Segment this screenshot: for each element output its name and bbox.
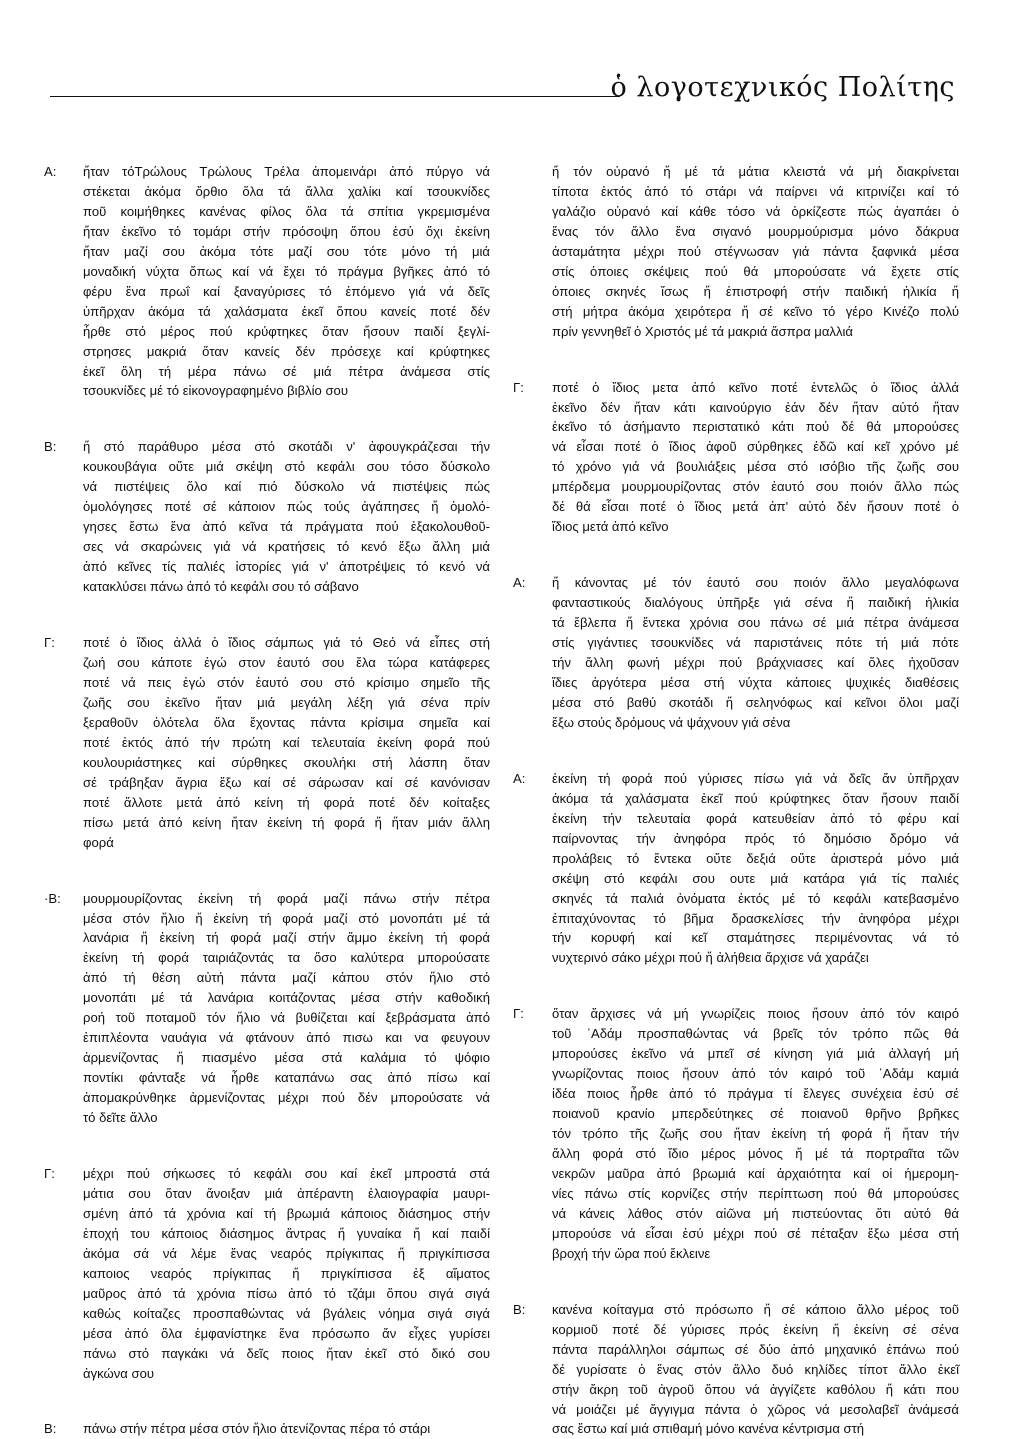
text-line: ἐπιταχύνοντας τό βῆμα δρασκελίσες τήν ἀνηφόρα μέχρι [552, 910, 959, 926]
speaker-label: ·Β: [44, 890, 61, 906]
speaker-label: Α: [44, 164, 57, 179]
text-line: ξεραθοῦν ὁλότελα ὅλα ἔχοντας πάντα κρίσιμα σημεῖα καί [83, 714, 490, 730]
speaker-label: Β: [513, 1301, 526, 1317]
text-line: σέ τράβηξαν ἄγρια ἔξω καί σέ σάρωσαν καί σέ κανόνισαν [83, 774, 490, 790]
dialogue-paragraph [513, 1300, 959, 1439]
text-line: προλάβεις τό ἔντεκα οὔτε δεξιά οὔτε ἀριστερά μόνο μιά [552, 850, 959, 866]
text-line: κουλουριάστηκες καί σύρθηκες σκουλήκι στή λάσπη ὅταν [83, 754, 490, 770]
text-line: κανένα κοίταγμα στό πρόσωπο ἤ σέ κάποιο ἄλλο μέρος τοῦ [552, 1301, 959, 1317]
text-line: ἐπιπλέοντα ναυάγια νά φτάνουν ἀπό πισω και να φευγουν [83, 1030, 490, 1046]
text-line: ροή τοῦ ποταμοῦ τόν ἥλιο νά βυθίζεται καί ξεβράσματα ἀπό [83, 1010, 490, 1026]
text-line: μάτια σου ὅταν ἄνοιξαν μιά ἀπέραντη ἐλαιογραφία μαυρι- [83, 1185, 490, 1201]
text-line: νά εἶσαι ποτέ ὁ ἴδιος ἀφοῦ σύρθηκες ἐδῶ καί κεῖ χρόνο μέ [552, 439, 959, 455]
text-line: ὅταν ἄρχισες νά μή γνωρίζεις ποιος ἤσουν ἀπό τόν καιρό [552, 1006, 959, 1022]
text-line: τσουκνίδες μέ τό εἰκονογραφημένο βιβλίο σου [83, 383, 349, 399]
text-line: ἐκείνη τήν τελευταία φορά κατευθείαν ἀπό τό φέρυ καί [552, 810, 959, 826]
text-line: τά ἔβλεπα ἤ ἔντεκα χρόνια σου πάνω σέ μιά πέτρα ἀνάμεσα [552, 615, 959, 631]
magazine-title: ὁ λογοτεχνικός Πολίτης [610, 72, 955, 103]
text-line: ἐκεῖνο τό ἀσήμαντο περιστατικό κάτι πού δέ θά μπορούσες [552, 419, 959, 435]
text-line: γαλάζιο οὐρανό καί κάθε τόσο νά ὁρκίζεστε πώς ἀγαπάει ὁ [552, 203, 959, 219]
text-line: σμένη ἀπό τά χρόνια καί τή βρωμιά κάποιος διάσημος στήν [83, 1205, 490, 1221]
text-line: ἐκεῖνο δέν ἤταν κάτι καινούργιο ἐάν δέν ἤταν αὐτό ἤταν [552, 399, 959, 415]
speaker-label: Α: [513, 575, 526, 591]
speaker-label: Γ: [44, 635, 55, 651]
paragraph-gap [513, 342, 959, 378]
text-line: μπορούσες ἐκεῖνο νά μπεῖ σέ κίνηση γιά μιά ἀλλαγή μή [552, 1046, 959, 1062]
text-line: ἕνας τόν ἄλλο ἕνα σιγανό μουρμούρισμα μόνο δάκρυα [552, 223, 959, 239]
text-line: μουρμουρίζοντας ἐκείνη τή φορά μαζί πάνω στήν πέτρα [83, 890, 490, 906]
dialogue-paragraph [513, 378, 959, 538]
text-line: τό δεῖτε ἄλλο [83, 1110, 158, 1126]
text-line: νυχτερινό σάκο μέχρι πού ἤ ἀλήθεια ἄρχισε νά χαράζει [552, 950, 869, 966]
paragraph-gap [513, 968, 959, 1004]
text-line: μαῦρος ἀπό τά χρόνια πίσω ἀπό τό τζάμι ὅπου σιγά σιγά [83, 1285, 490, 1301]
text-line: τόν τρόπο τῆς ζωῆς σου ἤταν ἐκείνη τή φορά ἤ ἤταν τήν [552, 1126, 959, 1142]
text-line: μέσα ἀπό ὅλα ἐμφανίστηκε ἕνα πρόσωπο ἄν εἶχες γυρίσει [83, 1325, 490, 1341]
text-line: ἐκείνη τή φορά ταιριάζοντάς τα ὅσο καλύτερα μπορούσατε [83, 950, 490, 966]
text-line: στή μήτρα ἀκόμα χειρότερα ἤ σέ κεῖνο τό γέρο Κινέζο πολύ [552, 303, 959, 319]
text-line: τίποτα ἐκτός ἀπό τό στάρι νά παίρνει νά κιτρινίζει καί τό [552, 183, 959, 199]
text-line: σας ἔστω καί μιά σπιθαμή μόνο κανένα κέντρισμα στή [552, 1421, 865, 1437]
text-line: τό χρόνο γιά νά βουλιάξεις μέσα στό ισόβιο τῆς ζωῆς σου [552, 459, 959, 475]
text-line: παίρνοντας τήν ἀνηφόρα πρός τό δημόσιο δρόμο νά [552, 830, 959, 846]
text-line: ἀσταμάτητα μέχρι πού στέγνωσαν γιά πάντα ξαφνικά μέσα [552, 243, 959, 259]
dialogue-paragraph [44, 889, 490, 1128]
page-header [50, 72, 955, 122]
text-line: στρησες μακριά ὅταν κανείς δέν πρόσεχε καί κρύφτηκες [83, 343, 490, 359]
text-line: ἤταν τόΤρώλους Τρώλους Τρέλα ἀπομεινάρι ἀπό πύργο νά [83, 164, 490, 179]
speaker-label: Γ: [513, 1006, 524, 1022]
text-line: στέκεται ἀκόμα ὄρθιο ὅλα τά ἄλλα χαλίκι καί τσουκνίδες [83, 183, 490, 199]
text-line: νά πιστέψεις ὅλο καί πιό δύσκολο νά πιστέψεις πώς [83, 479, 490, 495]
text-line: νά μοιάζει μέ ἄγγιγμα πάντα ὁ χῶρος νά μεσολαβεῖ ἀνάμεσά [552, 1401, 959, 1417]
text-line: ἰδέα ποιος ἦρθε ἀπό τό πράγμα τί ἔλεγες συνέχεια ἐσύ σέ [552, 1086, 959, 1102]
text-line: φανταστικούς διαλόγους ὑπῆρξε γιά σένα ἤ παιδική ἡλικία [552, 595, 959, 611]
text-line: κατακλύσει πάνω ἀπό τό κεφάλι σου τό σάβανο [83, 579, 359, 595]
speaker-label: Α: [513, 770, 526, 786]
speaker-label: Β: [44, 1421, 57, 1437]
header-rule [50, 96, 620, 97]
text-line: ἐκείνη τή φορά πού γύρισες πίσω γιά νά δεῖς ἄν ὑπῆρχαν [552, 770, 959, 786]
text-line: ποτέ ἄλλοτε μετά ἀπό κείνη τή φορά ποτέ δέν κοίταξες [83, 794, 490, 810]
text-line: μέσα στόν ἥλιο ἤ ἐκείνη τή φορά μαζί στό μονοπάτι μέ τά [83, 910, 490, 926]
text-line: σες νά σκαρώνεις γιά νά κρατήσεις τό κενό ἔξω ἄλλη μιά [83, 539, 490, 555]
dialogue-paragraph [44, 633, 490, 852]
text-line: ἀπό κεῖνες τίς παλιές ἱστορίες γιά ν' ἀποτρέψεις τό κενό νά [83, 559, 490, 575]
dialogue-paragraph [44, 1164, 490, 1383]
text-line: νά κάνεις λάθος στόν αἰῶνα μή πιστεύοντας ὅτι αὐτό θά [552, 1205, 959, 1221]
text-line: ἀπομακρύνθηκε ἀρμενίζοντας μέχρι πού δέν μπορούσατε νά [83, 1090, 490, 1106]
left-column [44, 162, 490, 1439]
text-line: πίσω μετά ἀπό κείνη ἤταν ἐκείνη τή φορά ἤ ἤταν μιάν ἄλλη [83, 814, 490, 830]
paragraph-gap [44, 1128, 490, 1164]
text-line: ποῦ κοιμήθηκες κανένας φίλος ὅλα τά σπίτια γκρεμισμένα [83, 203, 490, 219]
text-line: φέρυ ἕνα πρωΐ καί ξαναγύρισες τό ἐπόμενο γιά νά δεῖς [83, 283, 490, 299]
paragraph-gap [513, 537, 959, 573]
text-line: ποτέ ἐκτός ἀπό τήν πρώτη καί τελευταία ἐκείνη φορά πού [83, 734, 490, 750]
text-line: ἐποχή του κάποιος διάσημος ἄντρας ἤ γυναίκα ἤ καί παιδί [83, 1225, 490, 1241]
speaker-label: Γ: [513, 379, 524, 395]
text-line: ἤ κάνοντας μέ τόν ἑαυτό σου ποιόν ἄλλο μεγαλόφωνα [552, 575, 959, 591]
text-line: πάντα παράλληλοι σάμπως σέ δύο ἀπό μηχανικό ἐπάνω πού [552, 1341, 959, 1357]
text-line: ἀρμενίζοντας ἤ πιασμένο μέσα στά καλάμια τό ψόφιο [83, 1050, 490, 1066]
text-line: δέ θά εἶσαι ποτέ ὁ ἴδιος μετά ἀπ' αὐτό δέν ἤσουν ποτέ ὁ [552, 499, 959, 515]
text-line: ἀγκώνα σου [83, 1365, 155, 1381]
right-column [513, 162, 959, 1439]
text-line: ἴδιες ἀργότερα μέσα στή νύχτα κάποιες ψυχικές διαθέσεις [552, 674, 959, 690]
dialogue-paragraph [44, 1419, 490, 1439]
text-line: ποτέ ὁ ἴδιος ἀλλά ὁ ἴδιος σάμπως γιά τό Θεό νά εἶπες στή [83, 635, 490, 651]
text-line: καποιος νεαρός πρίγκιπας ἤ πριγκίπισσα ἐξ αἵματος [83, 1265, 490, 1281]
text-line: ἀπό τή θέση αὐτή πάντα μαζί κάπου στόν ἥλιο στό [83, 970, 490, 986]
dialogue-paragraph [44, 162, 490, 401]
text-line: κορμιοῦ ποτέ δέ γύρισες πρός ἐκείνη ἤ ἐκείνη σέ σένα [552, 1321, 959, 1337]
text-line: ὁμολόγησες ποτέ σέ κάποιον πώς τούς ἀγάπησες ἤ ὁμολό- [83, 499, 490, 515]
text-line: μονοπάτι μέ τά λανάρια κοιτάζοντας μέσα στήν καθοδική [83, 990, 490, 1006]
text-line: ἤταν ἐκεῖνο τό τομάρι στήν πρόσοψη ὅπου ἐσύ ὄχι ἐκείνη [83, 223, 490, 239]
text-line: ἀκόμα σά νά λέμε ἕνας νεαρός πρίγκιπας ἤ πριγκίπισσα [83, 1245, 490, 1261]
text-line: φορά [83, 834, 114, 850]
text-line: κουκουβάγια οὔτε μιά σκέψη στό κεφάλι σου τόσο δύσκολο [83, 459, 490, 475]
text-line: ποντίκι φάνταξε νά ἦρθε καταπάνω σας ἀπό πίσω καί [83, 1070, 490, 1086]
dialogue-paragraph [513, 769, 959, 969]
text-line: μέχρι πού σήκωσες τό κεφάλι σου καί ἐκεῖ μπροστά στά [83, 1165, 490, 1181]
text-line: δέ γυρίσατε ὁ ἕνας στόν ἄλλο δυό κηλίδες τίποτ ἄλλο ἐκεῖ [552, 1361, 959, 1377]
text-line: ὁποιες σκηνές ἴσως ἤ ἐπιστροφή στήν παιδική ἡλικία ἤ [552, 283, 959, 299]
text-line: ὑπῆρχαν ἀκόμα τά χαλάσματα ἐκεῖ ὅπου κανείς ποτέ δέν [83, 303, 490, 319]
text-line: ἦρθε στό μέρος πού κρύφτηκες ὅταν ἤσουν παιδί ξεγλί- [83, 323, 490, 339]
paragraph-gap [513, 1264, 959, 1300]
text-line: γησες ἔστω ἕνα ἀπό κεῖνα τά πράγματα πού ἐξακολουθοῦ- [83, 519, 490, 535]
text-line: λανάρια ἤ ἐκείνη τή φορά μαζί στήν ἄμμο ἐκείνη τή φορά [83, 930, 490, 946]
text-line: ἤ τόν οὐρανό ἤ μέ τά μάτια κλειστά νά μή διακρίνεται [552, 164, 959, 179]
text-line: μέσα στό βαθύ σκοτάδι ἤ σεληνόφως καί κεῖνοι ὅλοι μαζί [552, 694, 959, 710]
text-line: ποιανοῦ κρανίο μπερδεύτηκες σέ ποιανοῦ θρῆνο βρῆκες [552, 1106, 959, 1122]
text-line: ἤ στό παράθυρο μέσα στό σκοτάδι ν' ἀφουγκράζεσαι τήν [83, 439, 490, 455]
dialogue-paragraph [44, 437, 490, 597]
text-line: ἀκόμα τά χαλάσματα ἐκεῖ πού κρύφτηκες ὅταν ἤσουν παιδί [552, 790, 959, 806]
text-line: τοῦ ᾿Αδάμ προσπαθώντας νά βρεῖς τόν τρόπο πῶς θά [552, 1026, 959, 1042]
text-line: μοναδική νύχτα ὅπως καί νά ἔχει τό πράγμα βγῆκες ἀπό τό [83, 263, 490, 279]
text-line: στίς γιγάντιες τσουκνίδες νά παριστάνεις πότε τή μιά πότε [552, 635, 959, 651]
dialogue-paragraph [513, 162, 959, 342]
text-line: τήν ἄλλη φωνή μέχρι πού βράχνιασες καί ὅλες ἠχοῦσαν [552, 655, 959, 671]
paragraph-gap [44, 1383, 490, 1419]
speaker-label: Β: [44, 439, 57, 455]
speaker-label: Γ: [44, 1165, 55, 1181]
paragraph-gap [44, 401, 490, 437]
text-line: νεκρῶν μαῦρα ἀπό βρωμιά καί ἀρχαιότητα καί οἱ ἡμερομη- [552, 1165, 959, 1181]
paragraph-gap [44, 853, 490, 889]
dialogue-paragraph [513, 1004, 959, 1263]
text-line: ἐκεῖ ὅλη τή μέρα πάνω σέ μιά πέτρα ἀνάμεσα στίς [83, 363, 490, 379]
text-line: ζωῆς σου ἐκεῖνο ἤταν μιά μεγάλη λέξη γιά σένα πρίν [83, 694, 490, 710]
text-line: πρίν γεννηθεῖ ὁ Χριστός μέ τά μακριά ἄσπρα μαλλιά [552, 323, 853, 339]
text-line: ἔξω στούς δρόμους νά ψάχνουν γιά σένα [552, 714, 791, 730]
text-line: μπορούσε νά εἶσαι ἐσύ μέχρι πού σέ πέταξαν ἔξω μέσα στή [552, 1225, 959, 1241]
text-line: πάνω στήν πέτρα μέσα στόν ἥλιο ἀτενίζοντας πέρα τό στάρι [83, 1421, 431, 1437]
text-line: ποτέ ὁ ἴδιος μετα ἀπό κεῖνο ποτέ ἐντελῶς ὁ ἴδιος ἀλλά [552, 379, 959, 395]
text-line: καθώς κοίταζες προσπαθώντας νά βγάλεις νόημα σιγά σιγά [83, 1305, 490, 1321]
text-line: βροχή τήν ὥρα πού ἔκλεινε [552, 1245, 711, 1261]
paragraph-gap [44, 597, 490, 633]
text-line: σκηνές τά παλιά ὀνόματα ἐκτός μέ τό κεφάλι κατεβασμένο [552, 890, 959, 906]
text-line: ἴδιος μετά ἀπό κεῖνο [552, 519, 669, 535]
text-line: ποτέ νά πεις ἐγώ στόν ἑαυτό σου στό κρίσιμο σημεῖο τῆς [83, 674, 490, 690]
text-line: ζωή σου κάποτε ἐγώ στον ἑαυτό σου ἔλα τώρα κατάφερες [83, 655, 490, 671]
dialogue-paragraph [513, 573, 959, 733]
text-line: ἤταν μαζί σου ἀκόμα τότε μαζί σου τότε μόνο τή μιά [83, 243, 490, 259]
text-line: γνωρίζοντας ποιος ἤσουν ἀπό τόν καιρό τοῦ ᾿Αδάμ καμιά [552, 1066, 959, 1082]
text-line: νίες πάνω στίς κορνίζες στήν περίπτωση πού θά μπορούσες [552, 1185, 959, 1201]
text-line: στήν ἄκρη τοῦ ἀγροῦ ὅπου νά ἀγγίζετε καθόλου ἤ κάτι που [552, 1381, 959, 1397]
text-line: στίς ὁποιες σκέψεις πού θά μπορούσατε νά ἔχετε στίς [552, 263, 959, 279]
text-line: σκέψη στό κεφάλι σου ουτε μιά κατάρα γιά τίς παλιές [552, 870, 959, 886]
text-line: ἄλλη φορά στό ἴδιο μέρος μόνος ἤ μέ τά πορτραῖτα τῶν [552, 1146, 959, 1162]
text-line: πάνω στό παγκάκι νά δεῖς ποιος ἤταν ἐκεῖ στό δικό σου [83, 1345, 490, 1361]
paragraph-gap [513, 733, 959, 769]
text-line: μπέρδεμα μουρμουρίζοντας στόν ἑαυτό σου ποιόν ἄλλο πώς [552, 479, 959, 495]
text-line: τήν κορυφή καί κεῖ σταμάτησες περιμένοντας νά τό [552, 930, 959, 946]
